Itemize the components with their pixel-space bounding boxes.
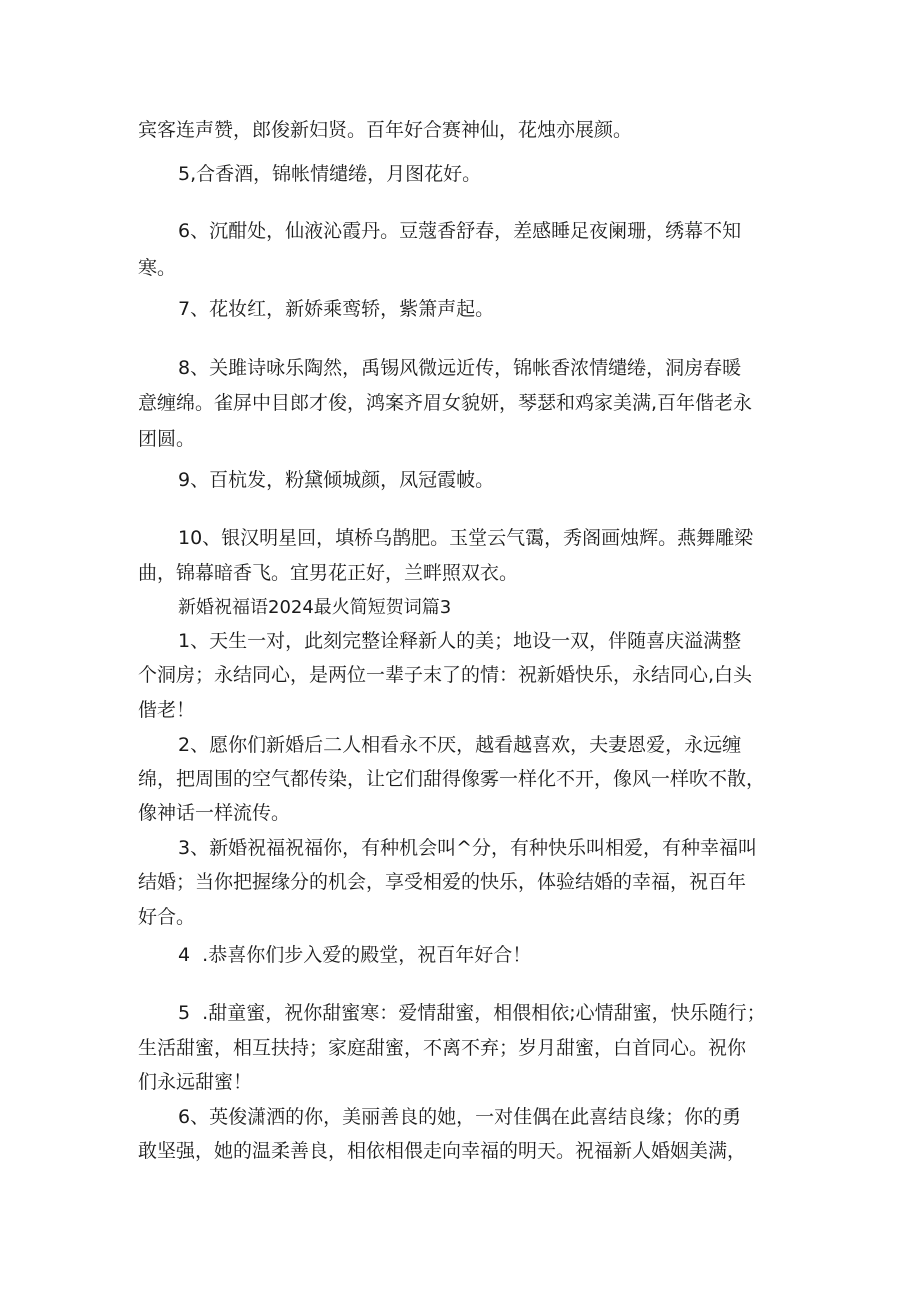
text-line: 5,合香酒，锦帐情缱绻，月图花好。	[178, 163, 482, 185]
text-line: 偕老！	[138, 699, 196, 721]
text-line: 团圆。	[138, 428, 196, 450]
text-line: 们永远甜蜜！	[138, 1071, 253, 1093]
text-line: 8、关雎诗咏乐陶然，禹锡风微远近传，锦帐香浓情缱绻，洞房春暖	[178, 357, 742, 379]
text-line: 宾客连声赞，郎俊新妇贤。百年好合赛神仙，花烛亦展颜。	[138, 119, 633, 141]
text-line: 3、新婚祝福祝福你，有种机会叫^分，有种快乐叫相爱，有种幸福叫	[178, 837, 758, 859]
text-line: 敢坚强，她的温柔善良，相依相偎走向幸福的明天。祝福新人婚姻美满，	[138, 1140, 747, 1162]
text-line: 7、花妆红，新娇乘鸾轿，紫箫声起。	[178, 298, 495, 320]
text-line: 个洞房；永结同心，是两位一辈子末了的情：祝新婚快乐，永结同心,白头	[138, 664, 753, 686]
text-line: 10、银汉明星回，填桥乌鹊肥。玉堂云气霭，秀阁画烛辉。燕舞雕梁	[178, 527, 754, 549]
text-line: 生活甜蜜，相互扶持；家庭甜蜜，不离不弃；岁月甜蜜，白首同心。祝你	[138, 1037, 747, 1059]
text-line: 6、沉酣处，仙液沁霞丹。豆蔻香舒春，差感睡足夜阑珊，绣幕不知	[178, 220, 742, 242]
text-line: 曲，锦幕暗香飞。宜男花正好，兰畔照双衣。	[138, 562, 519, 584]
text-line: 结婚；当你把握缘分的机会，享受相爱的快乐，体验结婚的幸福，祝百年	[138, 871, 747, 893]
text-line: 9、百杭发，粉黛倾城颜，凤冠霞帔。	[178, 469, 495, 491]
text-line: 寒。	[138, 257, 177, 279]
text-line: 像神话一样流传。	[138, 802, 291, 824]
section-heading: 新婚祝福语2024最火简短贺词篇3	[178, 597, 452, 618]
text-line: 5 .甜童蜜，祝你甜蜜寒：爱情甜蜜，相偎相依;心情甜蜜，快乐随行；	[178, 1002, 766, 1024]
text-line: 4 .恭喜你们步入爱的殿堂，祝百年好合！	[178, 944, 532, 966]
text-line: 6、英俊潇洒的你，美丽善良的她，一对佳偶在此喜结良缘；你的勇	[178, 1106, 742, 1128]
text-line: 好合。	[138, 906, 196, 928]
text-line: 1、天生一对，此刻完整诠释新人的美；地设一双，伴随喜庆溢满整	[178, 630, 742, 652]
text-line: 2、愿你们新婚后二人相看永不厌，越看越喜欢，夫妻恩爱，永远缠	[178, 734, 742, 756]
text-line: 意缠绵。雀屏中目郎才俊，鸿案齐眉女貌妍，琴瑟和鸡家美满,百年偕老永	[138, 392, 753, 414]
text-line: 绵，把周围的空气都传染，让它们甜得像雾一样化不开，像风一样吹不散，	[138, 768, 766, 790]
